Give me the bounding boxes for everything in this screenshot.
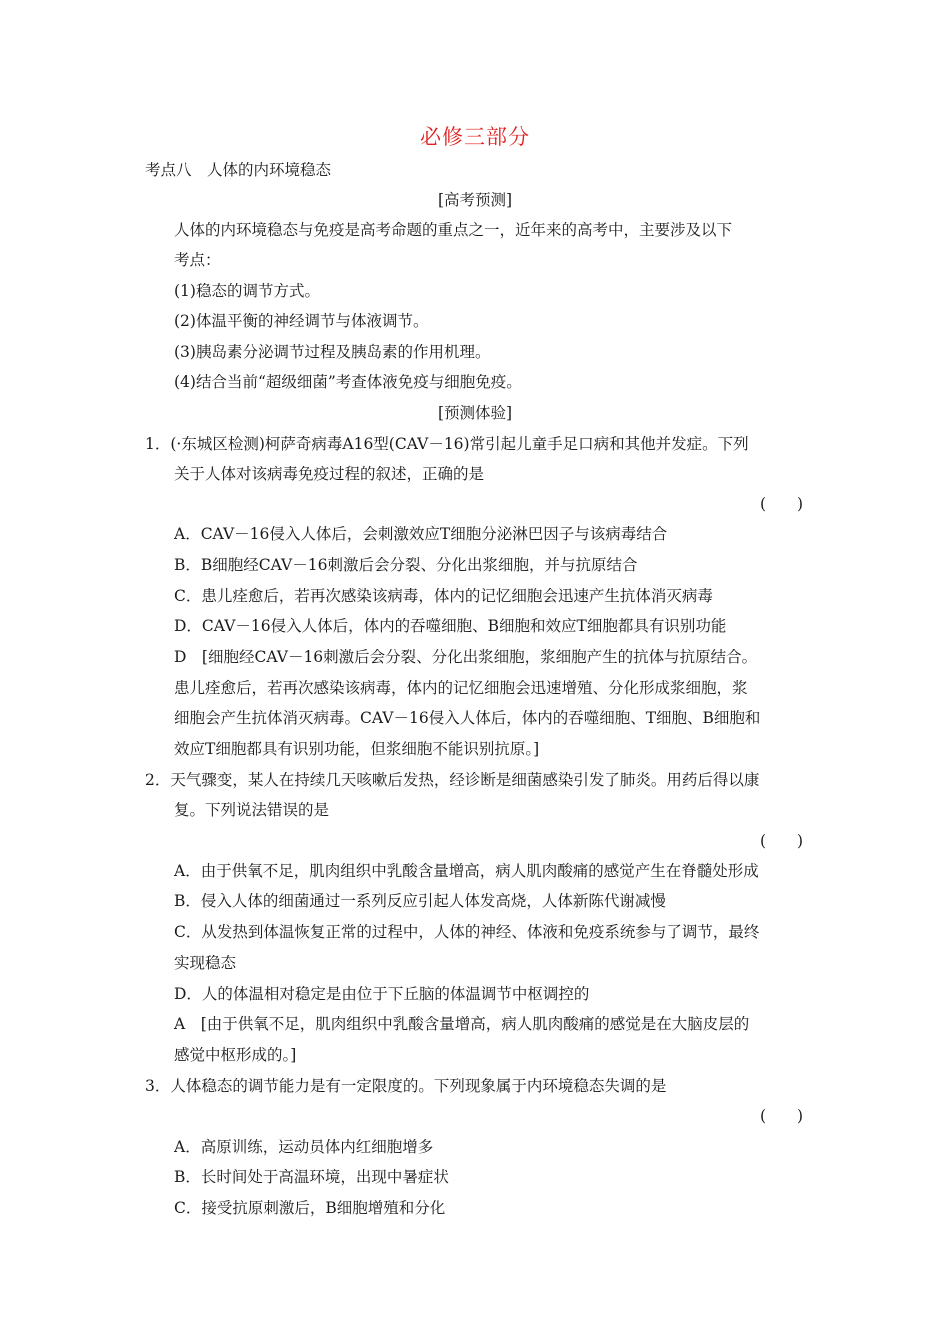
option-a: A．高原训练，运动员体内红细胞增多 [174,1138,434,1156]
option-c: C．患儿痊愈后，若再次感染该病毒，体内的记忆细胞会迅速产生抗体消灭病毒 [174,587,713,605]
page-title: 必修三部分 [420,125,530,149]
question-1-stem: 关于人体对该病毒免疫过程的叙述，正确的是 [174,465,485,483]
exam-point: (1)稳态的调节方式。 [174,282,320,300]
option-a: A．由于供氧不足，肌肉组织中乳酸含量增高，病人肌肉酸痛的感觉产生在脊髓处形成 [174,862,759,880]
question-3-stem: 3．人体稳态的调节能力是有一定限度的。下列现象属于内环境稳态失调的是 [145,1077,667,1095]
option-c: C．接受抗原刺激后，B细胞增殖和分化 [174,1199,446,1217]
forecast-heading: [高考预测] [437,191,513,209]
answer-explanation: D [细胞经CAV－16刺激后会分裂、分化出浆细胞，浆细胞产生的抗体与抗原结合。 [174,648,758,666]
exam-point: (2)体温平衡的神经调节与体液调节。 [174,312,429,330]
option-c-continued: 实现稳态 [174,954,237,972]
answer-explanation: 感觉中枢形成的。] [174,1046,297,1064]
answer-blank: ( ) [760,1107,804,1125]
exam-point: (3)胰岛素分泌调节过程及胰岛素的作用机理。 [174,343,491,361]
option-b: B．长时间处于高温环境，出现中暑症状 [174,1168,449,1186]
option-d: D．CAV－16侵入人体后，体内的吞噬细胞、B细胞和效应T细胞都具有识别功能 [174,617,727,635]
answer-explanation: 细胞会产生抗体消灭病毒。CAV－16侵入人体后，体内的吞噬细胞、T细胞、B细胞和 [174,709,761,727]
answer-blank: ( ) [760,832,804,850]
option-b: B．侵入人体的细菌通过一系列反应引起人体发高烧，人体新陈代谢减慢 [174,892,666,910]
exam-point: (4)结合当前“超级细菌”考查体液免疫与细胞免疫。 [174,373,522,391]
answer-explanation: A [由于供氧不足，肌肉组织中乳酸含量增高，病人肌肉酸痛的感觉是在大脑皮层的 [174,1015,750,1033]
question-2-stem: 复。下列说法错误的是 [174,801,330,819]
intro-line: 人体的内环境稳态与免疫是高考命题的重点之一，近年来的高考中，主要涉及以下 [174,221,733,239]
practice-heading: [预测体验] [437,404,513,422]
question-2-stem: 2．天气骤变，某人在持续几天咳嗽后发热，经诊断是细菌感染引发了肺炎。用药后得以康 [145,771,760,789]
answer-explanation: 患儿痊愈后，若再次感染该病毒，体内的记忆细胞会迅速增殖、分化形成浆细胞，浆 [174,679,748,697]
section-heading: 考点八 人体的内环境稳态 [145,161,332,179]
option-c: C．从发热到体温恢复正常的过程中，人体的神经、体液和免疫系统参与了调节，最终 [174,923,760,941]
intro-line: 考点： [174,251,221,269]
option-d: D．人的体温相对稳定是由位于下丘脑的体温调节中枢调控的 [174,985,590,1003]
answer-blank: ( ) [760,495,804,513]
option-a: A．CAV－16侵入人体后，会刺激效应T细胞分泌淋巴因子与该病毒结合 [174,525,668,543]
question-1-stem: 1．(·东城区检测)柯萨奇病毒A16型(CAV－16)常引起儿童手足口病和其他并发症。下列 [145,435,749,453]
answer-explanation: 效应T细胞都具有识别功能，但浆细胞不能识别抗原。] [174,740,540,758]
option-b: B．B细胞经CAV－16刺激后会分裂、分化出浆细胞，并与抗原结合 [174,556,638,574]
